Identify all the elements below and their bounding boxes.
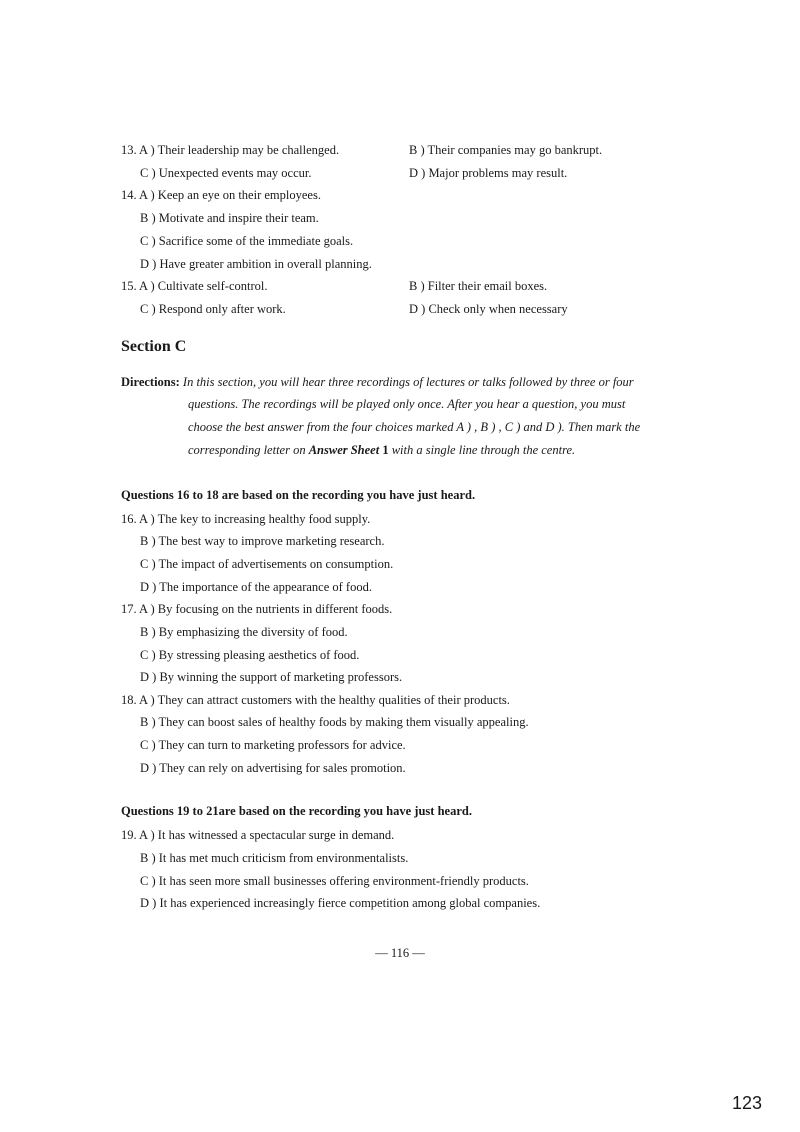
q13-option-c[interactable]: C ) Unexpected events may occur. <box>140 166 312 180</box>
q17-option-d[interactable]: D ) By winning the support of marketing professors. <box>140 670 403 684</box>
q17-option-a[interactable]: 17. A ) By focusing on the nutrients in different foods. <box>121 602 393 616</box>
page-number: — 116 — <box>375 946 425 960</box>
directions-line-4-post: with a single line through the centre. <box>391 443 576 457</box>
q19-option-d[interactable]: D ) It has experienced increasingly fierce competition among global companies. <box>140 896 541 910</box>
q13-option-a[interactable]: 13. A ) Their leadership may be challenged. <box>121 143 340 157</box>
directions-line-4 <box>188 443 575 458</box>
directions-line-1 <box>121 374 634 390</box>
section-title: Section C <box>121 338 187 355</box>
q14-option-a[interactable]: 14. A ) Keep an eye on their employees. <box>121 188 321 202</box>
q17-option-b[interactable]: B ) By emphasizing the diversity of food. <box>140 625 348 639</box>
q15-option-c[interactable]: C ) Respond only after work. <box>140 302 286 316</box>
q15-option-b[interactable]: B ) Filter their email boxes. <box>409 279 548 293</box>
q18-option-c[interactable]: C ) They can turn to marketing professors for advice. <box>140 738 406 752</box>
q13-option-d[interactable]: D ) Major problems may result. <box>409 166 568 180</box>
group-heading-16-18: Questions 16 to 18 are based on the recording you have just heard. <box>121 488 476 502</box>
directions-label: Directions: <box>121 375 180 389</box>
q19-option-a[interactable]: 19. A ) It has witnessed a spectacular surge in demand. <box>121 828 395 842</box>
q18-option-b[interactable]: B ) They can boost sales of healthy foods by making them visually appealing. <box>140 715 529 729</box>
directions-line-2: questions. The recordings will be played only once. After you hear a question, you must <box>188 397 626 411</box>
q14-option-b[interactable]: B ) Motivate and inspire their team. <box>140 211 319 225</box>
directions-line-3: choose the best answer from the four choices marked A ) , B ) , C ) and D ). Then mark the <box>188 420 641 434</box>
directions-text-1: In this section, you will hear three recordings of lectures or talks followed by three or four <box>182 375 634 389</box>
answer-sheet-number: 1 <box>382 443 389 457</box>
q16-option-d[interactable]: D ) The importance of the appearance of food. <box>140 580 372 594</box>
q16-option-c[interactable]: C ) The impact of advertisements on consumption. <box>140 557 394 571</box>
q16-option-b[interactable]: B ) The best way to improve marketing research. <box>140 534 385 548</box>
answer-sheet-label: Answer Sheet <box>308 443 380 457</box>
q14-option-c[interactable]: C ) Sacrifice some of the immediate goals. <box>140 234 354 248</box>
q17-option-c[interactable]: C ) By stressing pleasing aesthetics of food. <box>140 648 360 662</box>
q18-option-d[interactable]: D ) They can rely on advertising for sales promotion. <box>140 761 406 775</box>
corner-page-number: 123 <box>731 1093 762 1113</box>
q15-option-d[interactable]: D ) Check only when necessary <box>409 302 568 316</box>
q19-option-b[interactable]: B ) It has met much criticism from environmentalists. <box>140 851 409 865</box>
group-heading-19-21: Questions 19 to 21are based on the recording you have just heard. <box>121 804 472 818</box>
directions-line-4-pre: corresponding letter on <box>188 443 306 457</box>
q14-option-d[interactable]: D ) Have greater ambition in overall planning. <box>140 257 372 271</box>
q19-option-c[interactable]: C ) It has seen more small businesses offering environment-friendly products. <box>140 874 529 888</box>
q13-option-b[interactable]: B ) Their companies may go bankrupt. <box>409 143 603 157</box>
q16-option-a[interactable]: 16. A ) The key to increasing healthy food supply. <box>121 512 371 526</box>
q18-option-a[interactable]: 18. A ) They can attract customers with the healthy qualities of their products. <box>121 693 510 707</box>
q15-option-a[interactable]: 15. A ) Cultivate self-control. <box>121 279 268 293</box>
